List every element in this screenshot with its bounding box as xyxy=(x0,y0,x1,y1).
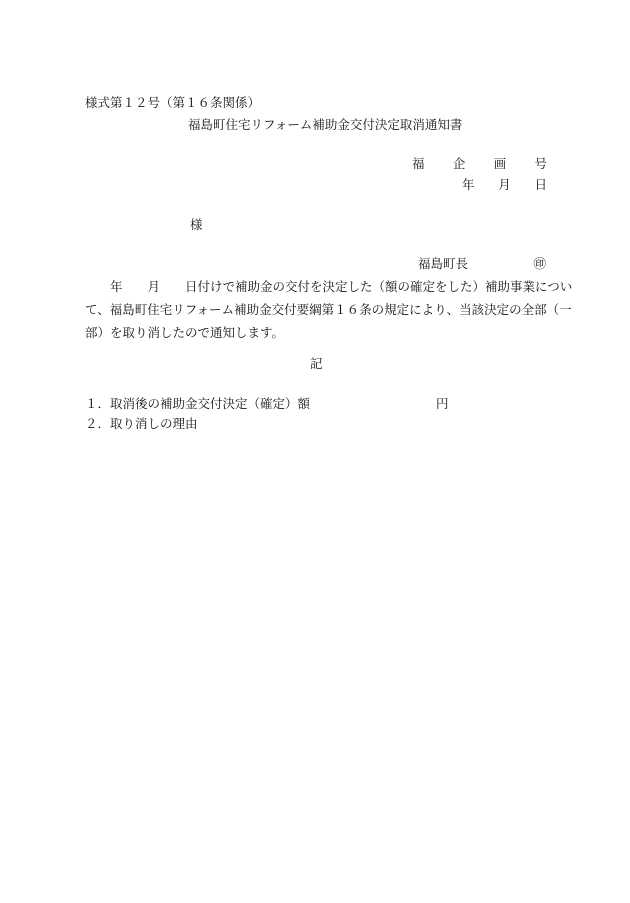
addressee-suffix: 様 xyxy=(190,217,203,232)
date-year: 年 xyxy=(462,177,475,192)
body-text: 年 月 日付けで補助金の交付を決定した（額の確定をした）補助事業につい て、福島町住宅リフォーム補助金交付要綱第１６条の規定により、当該決定の全部（一 部）を取り消したので通知します。 xyxy=(85,279,573,340)
ki-heading: 記 xyxy=(310,356,323,371)
date-month: 月 xyxy=(498,177,511,192)
date-day: 日 xyxy=(534,177,547,192)
reference-char: 画 xyxy=(493,156,507,171)
issue-date xyxy=(462,179,547,192)
issuer xyxy=(418,258,546,271)
list-item: ２．取り消しの理由 xyxy=(85,416,198,431)
reference-char: 企 xyxy=(452,156,466,171)
document-title: 福島町住宅リフォーム補助金交付決定取消通知書 xyxy=(188,117,463,132)
yen-unit: 円 xyxy=(436,396,449,411)
form-number: 様式第１２号（第１６条関係） xyxy=(85,95,261,110)
reference-char: 号 xyxy=(534,156,547,171)
seal-mark: ㊞ xyxy=(533,256,546,271)
reference-char: 福 xyxy=(412,156,425,171)
issuer-name: 福島町長 xyxy=(418,256,469,271)
reference-number xyxy=(412,158,547,171)
list-item: １．取消後の補助金交付決定（確定）額 xyxy=(85,396,311,411)
